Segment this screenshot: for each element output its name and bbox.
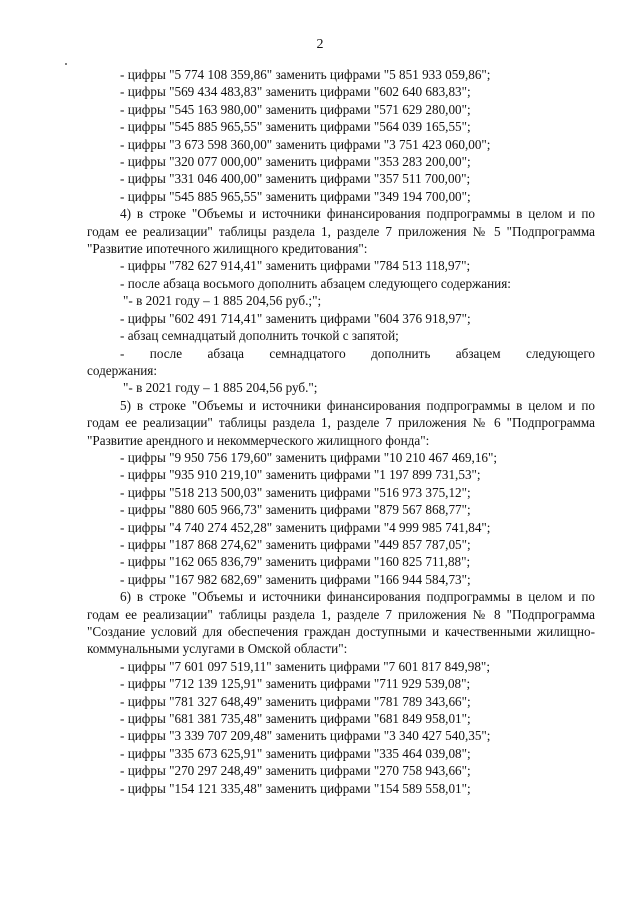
- page-number: 2: [316, 37, 324, 52]
- paragraph: 5) в строке "Объемы и источники финансирования подпрограммы в целом и по годам ее реализации" таблицы раздела 1, разделе 7 приложения № 6 "Подпрограмма "Развитие арендного и некоммерческого жилищного фонда":: [87, 397, 595, 448]
- list-item: "- в 2021 году – 1 885 204,56 руб.;";: [123, 293, 322, 309]
- list-item: - цифры "335 673 625,91" заменить цифрами "335 464 039,08";: [120, 745, 471, 761]
- list-item: - цифры "880 605 966,73" заменить цифрами "879 567 868,77";: [120, 502, 471, 518]
- document-body: [87, 66, 595, 797]
- list-item: - цифры "331 046 400,00" заменить цифрами "357 511 700,00";: [120, 171, 471, 187]
- list-item: - цифры "9 950 756 179,60" заменить цифрами "10 210 467 469,16";: [120, 449, 498, 465]
- list-item: - цифры "545 885 965,55" заменить цифрами "564 039 165,55";: [120, 119, 471, 135]
- list-item: - цифры "569 434 483,83" заменить цифрами "602 640 683,83";: [120, 84, 471, 100]
- list-item: - цифры "681 381 735,48" заменить цифрами "681 849 958,01";: [120, 711, 471, 727]
- list-item: - цифры "545 885 965,55" заменить цифрами "349 194 700,00";: [120, 188, 471, 204]
- list-item: "- в 2021 году – 1 885 204,56 руб.";: [123, 380, 318, 396]
- list-item: - цифры "782 627 914,41" заменить цифрами "784 513 118,97";: [120, 258, 471, 274]
- paragraph: 6) в строке "Объемы и источники финансирования подпрограммы в целом и по годам ее реализации" таблицы раздела 1, разделе 7 приложения № 8 "Подпрограмма "Создание условий для обеспечения граждан доступными и качественными жилищно-коммунальными услугами в Омской области":: [87, 589, 595, 657]
- list-item: - абзац семнадцатый дополнить точкой с запятой;: [120, 328, 399, 344]
- list-item: - цифры "935 910 219,10" заменить цифрами "1 197 899 731,53";: [120, 467, 481, 483]
- list-item: - после абзаца семнадцатого дополнить абзацем следующего: [120, 345, 595, 361]
- list-item: - цифры "154 121 335,48" заменить цифрами "154 589 558,01";: [120, 780, 471, 796]
- list-item: - цифры "518 213 500,03" заменить цифрами "516 973 375,12";: [120, 484, 471, 500]
- scan-speck: [65, 63, 67, 65]
- list-item: - цифры "5 774 108 359,86" заменить цифрами "5 851 933 059,86";: [120, 67, 491, 82]
- paragraph: 4) в строке "Объемы и источники финансирования подпрограммы в целом и по годам ее реализации" таблицы раздела 1, разделе 7 приложения № 5 "Подпрограмма "Развитие ипотечного жилищного кредитования":: [87, 206, 595, 257]
- list-item: - цифры "187 868 274,62" заменить цифрами "449 857 787,05";: [120, 536, 471, 552]
- paragraph-continuation: содержания:: [87, 362, 158, 378]
- list-item: - цифры "3 339 707 209,48" заменить цифрами "3 340 427 540,35";: [120, 728, 491, 744]
- list-item: - цифры "3 673 598 360,00" заменить цифрами "3 751 423 060,00";: [120, 136, 491, 152]
- list-item: - цифры "4 740 274 452,28" заменить цифрами "4 999 985 741,84";: [120, 519, 491, 535]
- list-item: - цифры "320 077 000,00" заменить цифрами "353 283 200,00";: [120, 154, 471, 170]
- list-item: - цифры "162 065 836,79" заменить цифрами "160 825 711,88";: [120, 554, 471, 570]
- list-item: - цифры "781 327 648,49" заменить цифрами "781 789 343,66";: [120, 693, 471, 709]
- list-item: - цифры "7 601 097 519,11" заменить цифрами "7 601 817 849,98";: [120, 658, 490, 674]
- list-item: - после абзаца восьмого дополнить абзацем следующего содержания:: [120, 275, 511, 291]
- list-item: - цифры "167 982 682,69" заменить цифрами "166 944 584,73";: [120, 571, 471, 587]
- list-item: - цифры "270 297 248,49" заменить цифрами "270 758 943,66";: [120, 763, 471, 779]
- list-item: - цифры "545 163 980,00" заменить цифрами "571 629 280,00";: [120, 101, 471, 117]
- list-item: - цифры "602 491 714,41" заменить цифрами "604 376 918,97";: [120, 310, 471, 326]
- list-item: - цифры "712 139 125,91" заменить цифрами "711 929 539,08";: [120, 676, 471, 692]
